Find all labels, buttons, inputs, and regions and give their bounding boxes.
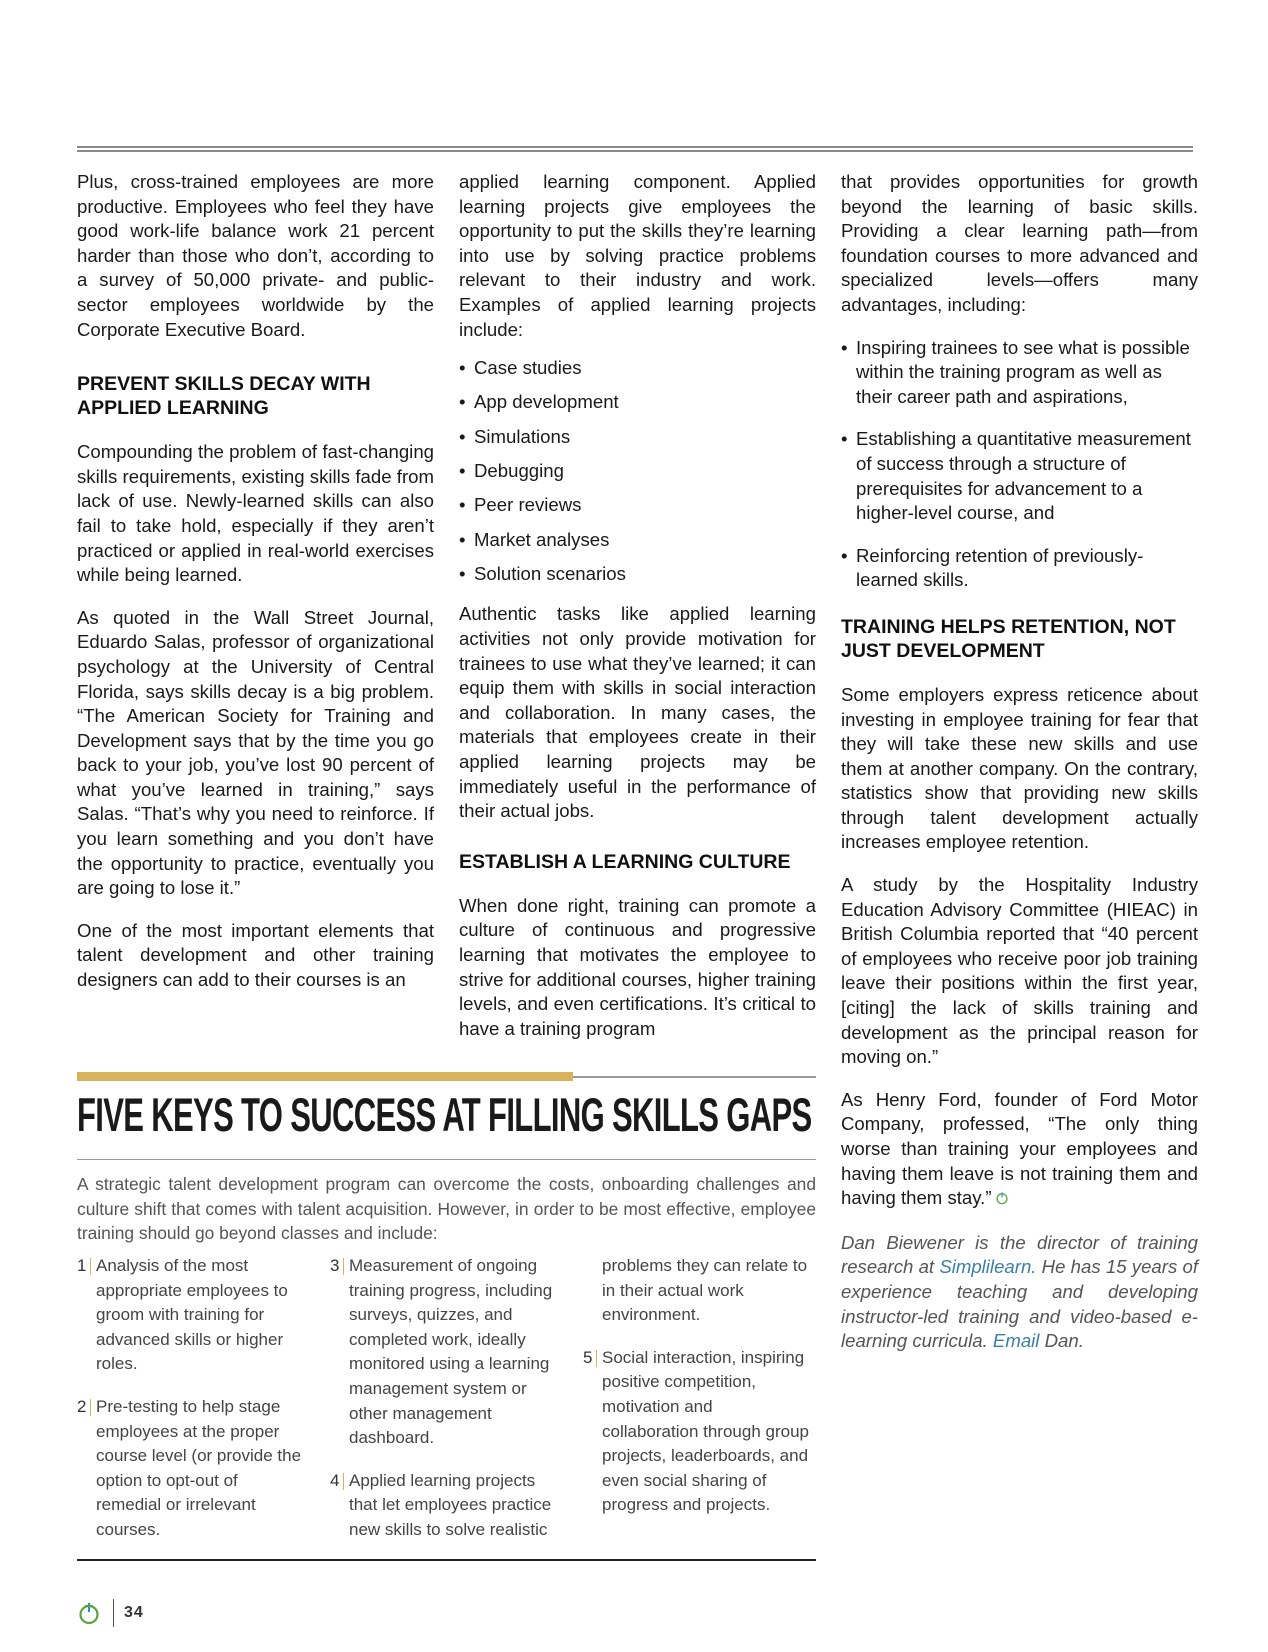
- key-text: problems they can relate to in their actual work environment.: [602, 1256, 808, 1325]
- keys-column-3: [583, 1254, 813, 1536]
- keys-column-1: [77, 1254, 307, 1561]
- key-item-continued: [583, 1254, 813, 1328]
- bio-text: He has 15 years of experience teaching and developing instructor-led training and video-based e-learning curricula.: [841, 1256, 1198, 1352]
- td-logo-icon: [995, 1191, 1009, 1205]
- key-text: Applied learning projects that let employees practice new skills to solve realistic: [349, 1470, 552, 1539]
- paragraph: Some employers express reticence about investing in employee training for fear that they will take these new skills and use them at another company. On the contrary, statistics show that providing new skills through talent development actually increases employee retention.: [841, 683, 1198, 853]
- key-text: Analysis of the most appropriate employees to groom with training for advanced skills or higher roles.: [96, 1256, 288, 1374]
- list-item: • Peer reviews: [459, 493, 816, 518]
- bio-text: Dan Biewener is the director of training research at: [841, 1231, 1198, 1278]
- footer-divider: [113, 1599, 114, 1627]
- email-link[interactable]: Email: [992, 1330, 1040, 1352]
- key-item: [583, 1346, 813, 1518]
- paragraph: [841, 1088, 1198, 1211]
- key-number: 3: [330, 1254, 339, 1279]
- list-item: • Solution scenarios: [459, 562, 816, 587]
- key-number: 1: [77, 1254, 86, 1279]
- bio-text: Dan.: [1039, 1330, 1084, 1352]
- column-2: [459, 170, 816, 1059]
- sidebar-intro: A strategic talent development program can overcome the costs, onboarding challenges and culture shift that comes with talent acquisition. However, in order to be most effective, employee training should go beyond classes and include:: [77, 1174, 816, 1244]
- sidebar-gold-bar: [77, 1072, 573, 1081]
- top-rule: [77, 146, 1193, 152]
- key-text: Measurement of ongoing training progress, including surveys, quizzes, and completed work, ideally monitored using a learning management system or other management dashboard.: [349, 1256, 553, 1448]
- paragraph: applied learning component. Applied learning projects give employees the opportunity to put the skills they’re learning into use by solving practice problems relevant to their industry and work. Examples of applied learning projects include:: [459, 171, 816, 340]
- simplilearn-link[interactable]: Simplilearn.: [939, 1256, 1037, 1278]
- list-item: • Establishing a quantitative measurement of success through a structure of prerequisites for advancement to a higher-level course, and: [841, 427, 1198, 525]
- list-item: • Simulations: [459, 425, 816, 450]
- applied-learning-examples-list: [459, 356, 816, 586]
- page-footer: [77, 1598, 144, 1628]
- sidebar-title-rule: [77, 1159, 816, 1160]
- keys-column-2: [330, 1254, 560, 1561]
- paragraph: that provides opportunities for growth beyond the learning of basic skills. Providing a clear learning path—from foundation courses to more advanced and specialized levels—offers many advantages, including:: [841, 171, 1198, 315]
- section-heading: ESTABLISH A LEARNING CULTURE: [459, 850, 791, 873]
- key-number: 2: [77, 1395, 86, 1420]
- column-3: [841, 170, 1198, 1372]
- five-keys-sidebar: [77, 1072, 816, 1562]
- section-heading: TRAINING HELPS RETENTION, NOT JUST DEVELOPMENT: [841, 615, 1176, 662]
- key-text: Pre-testing to help stage employees at the proper course level (or provide the option to opt-out of remedial or irrelevant courses.: [96, 1396, 302, 1539]
- key-item: [330, 1254, 560, 1451]
- paragraph: When done right, training can promote a culture of continuous and progressive learning that motivates the employee to strive for additional courses, higher training levels, and even certifications. It’s critical to have a training program: [459, 894, 816, 1039]
- key-number: 5: [583, 1346, 592, 1371]
- sidebar-bottom-rule: [77, 1559, 816, 1561]
- key-item: [77, 1254, 307, 1377]
- key-item: [330, 1469, 560, 1543]
- paragraph-text: As Henry Ford, founder of Ford Motor Company, professed, “The only thing worse than training your employees and having them leave is not training them and having them stay.”: [841, 1088, 1198, 1209]
- paragraph: Authentic tasks like applied learning activities not only provide motivation for trainees to use what they’ve learned; it can equip them with skills in social interaction and collaboration. In many cases, the materials that employees create in their applied learning projects may be immediately useful in the performance of their actual jobs.: [459, 603, 816, 822]
- sidebar-title: FIVE KEYS TO SUCCESS AT FILLING SKILLS GAPS: [77, 1088, 812, 1141]
- sidebar-top-rule: [573, 1076, 816, 1078]
- key-item: [77, 1395, 307, 1543]
- paragraph: A study by the Hospitality Industry Education Advisory Committee (HIEAC) in British Columbia reported that “40 percent of employees who receive poor job training leave their positions within the first year, [citing] the lack of skills training and development as the principal reason for moving on.”: [841, 874, 1198, 1068]
- list-item: • Reinforcing retention of previously-learned skills.: [841, 544, 1198, 593]
- list-item: • Case studies: [459, 356, 816, 381]
- list-item: • Inspiring trainees to see what is possible within the training program as well as their career path and aspirations,: [841, 336, 1198, 410]
- list-item: • App development: [459, 390, 816, 415]
- paragraph: One of the most important elements that talent development and other training designers can add to their courses is an: [77, 919, 434, 991]
- paragraph: Compounding the problem of fast-changing skills requirements, existing skills fade from lack of use. Newly-learned skills can also fail to take hold, especially if they aren’t practiced or applied in real-world exercises while being learned.: [77, 441, 434, 586]
- column-1: [77, 170, 434, 1011]
- key-number: 4: [330, 1469, 339, 1494]
- key-text: Social interaction, inspiring positive competition, motivation and collaboration through group projects, leaderboards, and even social sharing of progress and projects.: [602, 1347, 809, 1515]
- list-item: • Market analyses: [459, 528, 816, 553]
- paragraph: As quoted in the Wall Street Journal, Eduardo Salas, professor of organizational psychology at the University of Central Florida, says skills decay is a big problem. “The American Society for Training and Development says that by the time you go back to your job, you’ve lost 90 percent of what you’ve learned in training,” says Salas. “That’s why you need to reinforce. If you learn something and you don’t have the opportunity to practice, eventually you are going to lose it.”: [77, 606, 434, 899]
- author-bio: [841, 1231, 1198, 1354]
- list-item: • Debugging: [459, 459, 816, 484]
- page-number: 34: [124, 1604, 144, 1621]
- paragraph: Plus, cross-trained employees are more productive. Employees who feel they have good work-life balance work 21 percent harder than those who don’t, according to a survey of 50,000 private- and public-sector employees worldwide by the Corporate Executive Board.: [77, 171, 434, 340]
- td-logo-icon: [77, 1601, 101, 1625]
- advantages-list: [841, 336, 1198, 593]
- section-heading: PREVENT SKILLS DECAY WITH APPLIED LEARNING: [77, 373, 371, 420]
